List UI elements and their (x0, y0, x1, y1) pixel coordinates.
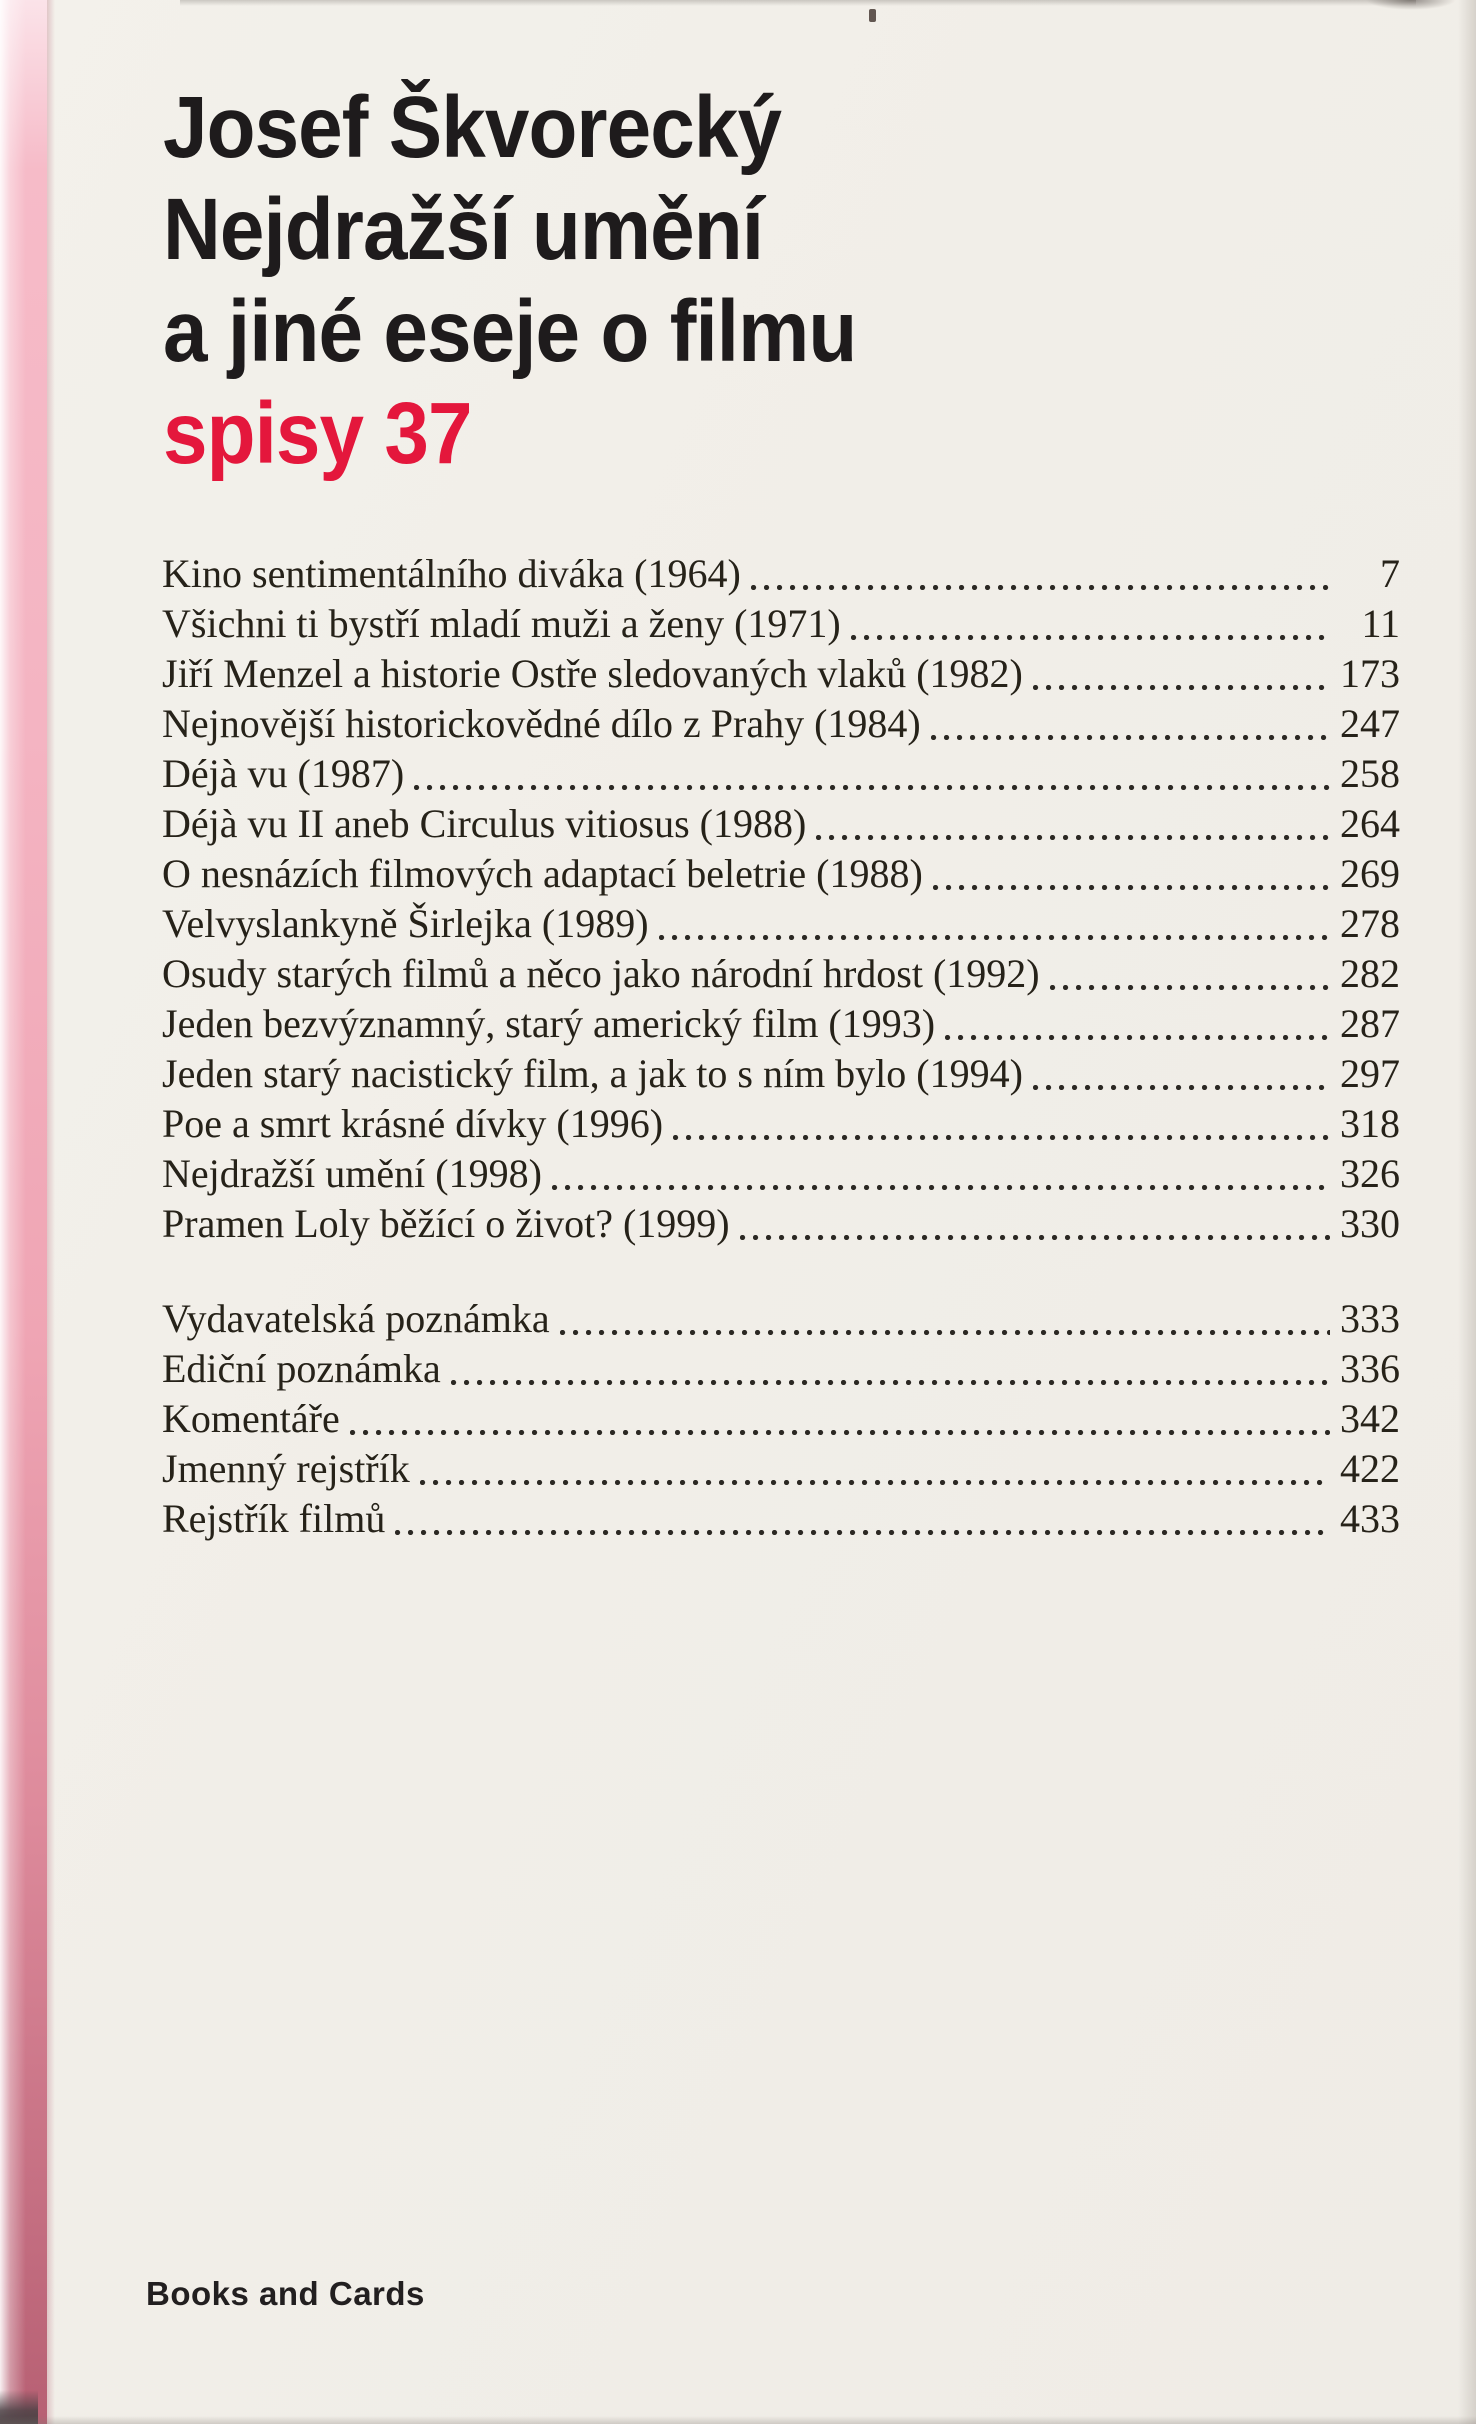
toc-entry-title: Velvyslankyně Širlejka (1989) (162, 901, 649, 946)
dot-leader (1050, 985, 1330, 990)
toc-row (162, 1294, 1400, 1344)
book-spine-strip (0, 0, 47, 2424)
toc-entry-title: Osudy starých filmů a něco jako národní hrdost (1992) (162, 951, 1040, 996)
toc-entry-title: Déjà vu (1987) (162, 751, 405, 796)
dot-leader (673, 1135, 1330, 1140)
toc-entry-page: 333 (1340, 1296, 1400, 1341)
toc-row (162, 1149, 1400, 1199)
toc-entry-title: Všichni ti bystří mladí muži a ženy (1971) (162, 601, 841, 646)
series-label: spisy 37 (163, 385, 472, 482)
toc-entry-page: 173 (1340, 651, 1400, 696)
dot-leader (395, 1530, 1330, 1535)
toc-entry-title: Ediční poznámka (162, 1346, 441, 1391)
scan-top-right-smudge (1366, 0, 1456, 10)
toc-row (162, 699, 1400, 749)
toc-entry-page: 264 (1340, 801, 1400, 846)
scan-ink-speck (869, 9, 876, 22)
toc-entry-title: Kino sentimentálního diváka (1964) (162, 551, 741, 596)
dot-leader (552, 1185, 1330, 1190)
toc-entry-title: Vydavatelská poznámka (162, 1296, 550, 1341)
dot-leader (851, 635, 1330, 640)
author-name: Josef Škvorecký (163, 79, 782, 176)
dot-leader (945, 1035, 1330, 1040)
toc-row (162, 549, 1400, 599)
toc-entry-page: 433 (1340, 1496, 1400, 1541)
title-block (163, 77, 856, 485)
toc-entry-page: 342 (1340, 1396, 1400, 1441)
toc-entry-page: 278 (1340, 901, 1400, 946)
scan-bottom-edge-shadow (0, 2416, 1476, 2424)
toc-entry-title: Jiří Menzel a historie Ostře sledovaných vlaků (1982) (162, 651, 1023, 696)
dot-leader (931, 735, 1330, 740)
toc-entry-page: 11 (1361, 601, 1400, 646)
toc-entry-page: 318 (1340, 1101, 1400, 1146)
toc-row (162, 999, 1400, 1049)
dot-leader (350, 1430, 1330, 1435)
toc-row (162, 599, 1400, 649)
toc-entry-page: 287 (1340, 1001, 1400, 1046)
toc-entry-title: Jeden bezvýznamný, starý americký film (1993) (162, 1001, 936, 1046)
dot-leader (451, 1380, 1330, 1385)
dot-leader (1033, 1085, 1330, 1090)
toc-entry-title: O nesnázích filmových adaptací beletrie (1988) (162, 851, 923, 896)
toc-row (162, 1444, 1400, 1494)
toc-entry-title: Komentáře (162, 1396, 340, 1441)
publisher-imprint: Books and Cards (146, 2275, 425, 2312)
toc-entry-page: 269 (1340, 851, 1400, 896)
toc-row (162, 1099, 1400, 1149)
toc-back-matter-list (162, 1294, 1400, 1544)
toc-row (162, 1494, 1400, 1544)
dot-leader (560, 1330, 1330, 1335)
scan-right-edge-shadow (1458, 0, 1476, 2424)
toc-row (162, 849, 1400, 899)
dot-leader (659, 935, 1330, 940)
toc-row (162, 1344, 1400, 1394)
toc-entry-title: Rejstřík filmů (162, 1496, 386, 1541)
toc-row (162, 1049, 1400, 1099)
dot-leader (1033, 685, 1330, 690)
toc-entry-title: Nejdražší umění (1998) (162, 1151, 542, 1196)
dot-leader (414, 785, 1330, 790)
toc-entry-page: 247 (1340, 701, 1400, 746)
toc-entry-page: 422 (1340, 1446, 1400, 1491)
toc-row (162, 1394, 1400, 1444)
scan-top-smudge (180, 0, 1416, 6)
toc-row (162, 1199, 1400, 1249)
book-title-line-1: Nejdražší umění (163, 181, 764, 278)
toc-entry-title: Jeden starý nacistický film, a jak to s ním bylo (1994) (162, 1051, 1023, 1096)
toc-row (162, 799, 1400, 849)
toc-entry-page: 297 (1340, 1051, 1400, 1096)
toc-row (162, 649, 1400, 699)
dot-leader (751, 585, 1330, 590)
dot-leader (933, 885, 1330, 890)
toc-entry-page: 258 (1340, 751, 1400, 796)
dot-leader (816, 835, 1330, 840)
toc-row (162, 899, 1400, 949)
toc-essay-list (162, 549, 1400, 1249)
toc-entry-title: Poe a smrt krásné dívky (1996) (162, 1101, 664, 1146)
toc-entry-page: 282 (1340, 951, 1400, 996)
toc-entry-page: 7 (1380, 551, 1400, 596)
toc-entry-title: Déjà vu II aneb Circulus vitiosus (1988) (162, 801, 807, 846)
toc-entry-page: 326 (1340, 1151, 1400, 1196)
toc-entry-title: Pramen Loly běžící o život? (1999) (162, 1201, 730, 1246)
toc-entry-title: Nejnovější historickovědné dílo z Prahy (1984) (162, 701, 921, 746)
toc-row (162, 749, 1400, 799)
toc-entry-page: 330 (1340, 1201, 1400, 1246)
dot-leader (420, 1480, 1330, 1485)
toc-entry-title: Jmenný rejstřík (162, 1446, 410, 1491)
toc-entry-page: 336 (1340, 1346, 1400, 1391)
toc-row (162, 949, 1400, 999)
book-title-line-2: a jiné eseje o filmu (163, 283, 857, 380)
spine-edge-shadow (47, 0, 55, 2424)
dot-leader (740, 1235, 1330, 1240)
